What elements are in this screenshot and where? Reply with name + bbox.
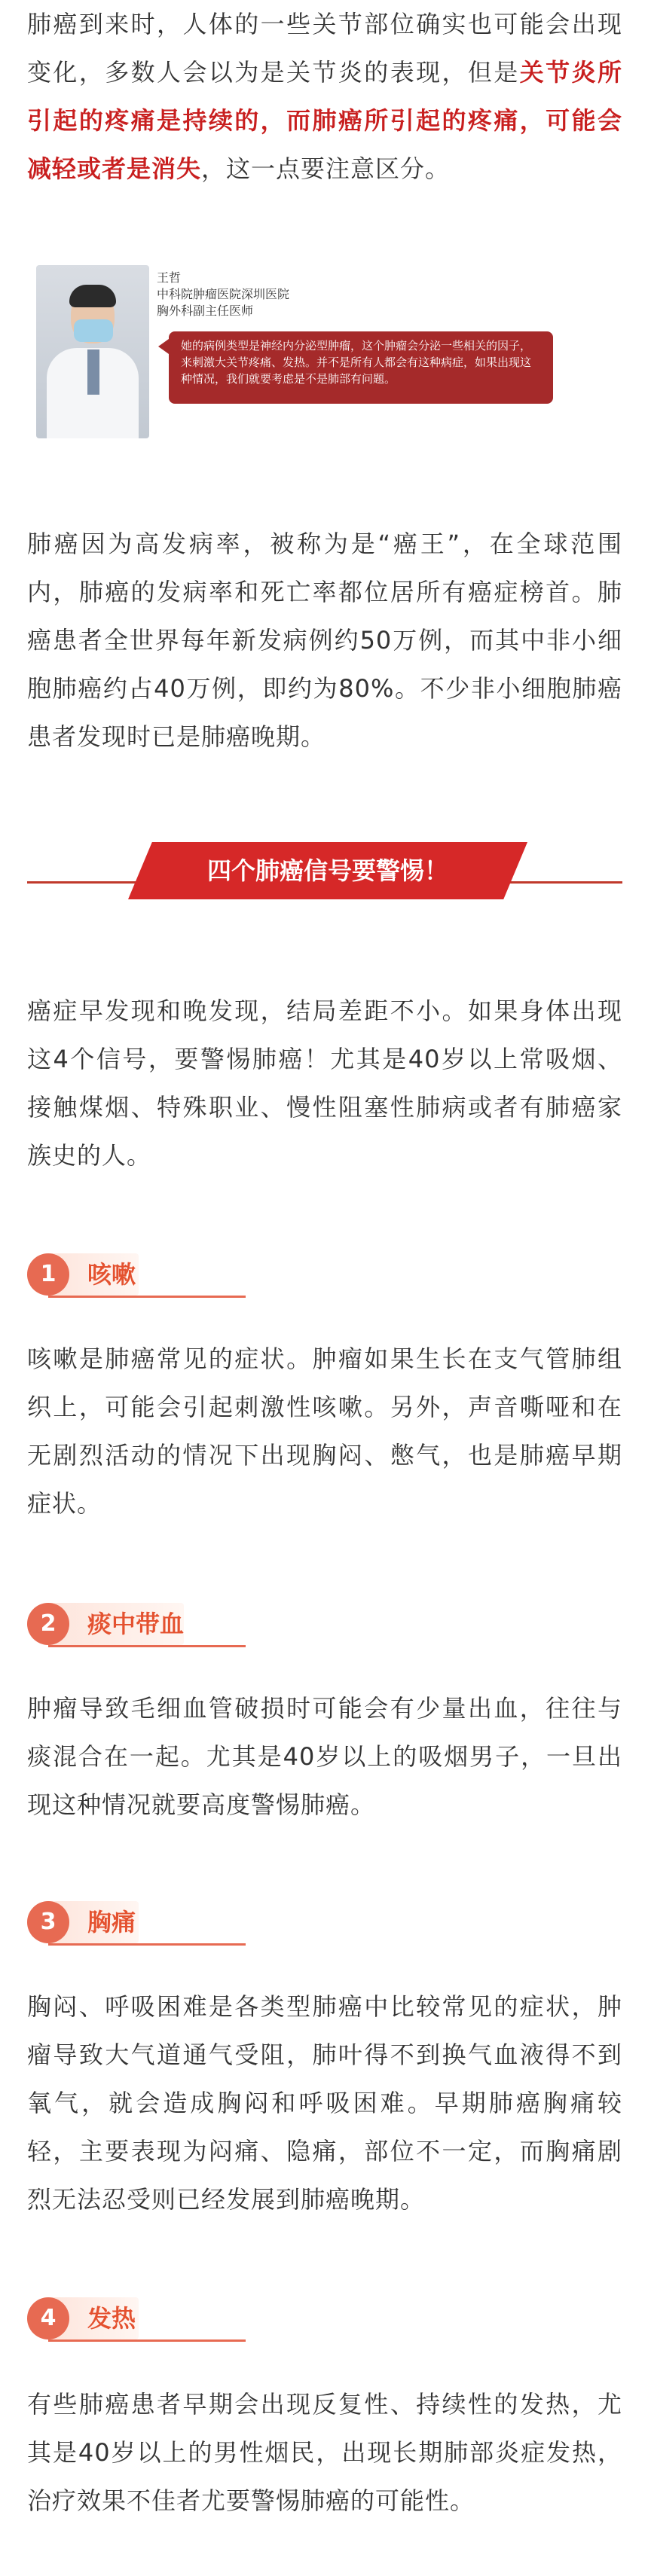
signals-intro-paragraph: 癌症早发现和晚发现，结局差距不小。如果身体出现这4个信号，要警惕肺癌！尤其是40岁以上常吸烟、接触煤烟、特殊职业、慢性阻塞性肺病或者有肺癌家族史的人。 <box>27 997 622 1170</box>
signal-label: 发热 <box>87 2304 136 2333</box>
doctor-quote-card <box>36 265 564 446</box>
signal-number-badge: 1 <box>27 1253 69 1296</box>
doctor-name: 王哲 <box>157 270 182 285</box>
doctor-hospital: 中科院肿瘤医院深圳医院 <box>157 287 290 301</box>
signal-label: 胸痛 <box>87 1908 136 1937</box>
intro-text-1: 肺癌到来时，人体的一些关节部位确实也可能会出现变化，多数人会以为是关节炎的表现，但是 <box>27 10 622 87</box>
signal-text-3: 胸闷、呼吸困难是各类型肺癌中比较常见的症状，肿瘤导致大气道通气受阻，肺叶得不到换气血液得不到氧气，就会造成胸闷和呼吸困难。早期肺癌胸痛较轻，主要表现为闷痛、隐痛，部位不一定，而胸痛剧烈无法忍受则已经发展到肺癌晚期。 <box>27 1992 622 2214</box>
intro-text-2: ，这一点要注意区分。 <box>201 154 451 183</box>
signal-number-badge: 4 <box>27 2297 69 2339</box>
signal-label: 咳嗽 <box>87 1260 136 1289</box>
section-banner-title: 四个肺癌信号要警惕！ <box>206 856 448 885</box>
signal-number-badge: 2 <box>27 1603 69 1645</box>
signal-heading-4 <box>27 2294 223 2343</box>
signal-heading-2 <box>27 1600 223 1648</box>
intro-emphasis: 关节炎所引起的疼痛是持续的，而肺癌所引起的疼痛，可能会减轻或者是消失 <box>27 58 622 183</box>
doctor-title: 胸外科副主任医师 <box>157 304 254 318</box>
intro-paragraph <box>27 0 622 193</box>
signal-text-4: 有些肺癌患者早期会出现反复性、持续性的发热，尤其是40岁以上的男性烟民，出现长期肺部炎症发热，治疗效果不佳者尤要警惕肺癌的可能性。 <box>27 2390 622 2515</box>
signal-text-1: 咳嗽是肺癌常见的症状。肿瘤如果生长在支气管肺组织上，可能会引起刺激性咳嗽。另外，声音嘶哑和在无剧烈活动的情况下出现胸闷、憋气，也是肺癌早期症状。 <box>27 1344 622 1518</box>
doctor-photo <box>36 265 149 438</box>
signal-text-2: 肿瘤导致毛细血管破损时可能会有少量出血，往往与痰混合在一起。尤其是40岁以上的吸烟男子，一旦出现这种情况就要高度警惕肺癌。 <box>27 1694 622 1819</box>
signal-heading-3 <box>27 1898 223 1946</box>
stats-paragraph: 肺癌因为高发病率，被称为是“癌王”，在全球范围内，肺癌的发病率和死亡率都位居所有癌症榜首。肺癌患者全世界每年新发病例约50万例，而其中非小细胞肺癌约占40万例，即约为80%。不少非小细胞肺癌患者发现时已是肺癌晚期。 <box>27 530 622 751</box>
signal-heading-1 <box>27 1250 223 1299</box>
signal-label: 痰中带血 <box>87 1610 185 1638</box>
signal-number-badge: 3 <box>27 1901 69 1943</box>
quote-bubble: 她的病例类型是神经内分泌型肿瘤，这个肿瘤会分泌一些相关的因子，来刺激大关节疼痛、发热。并不是所有人都会有这种病症，如果出现这种情况，我们就要考虑是不是肺部有问题。 <box>169 331 553 404</box>
